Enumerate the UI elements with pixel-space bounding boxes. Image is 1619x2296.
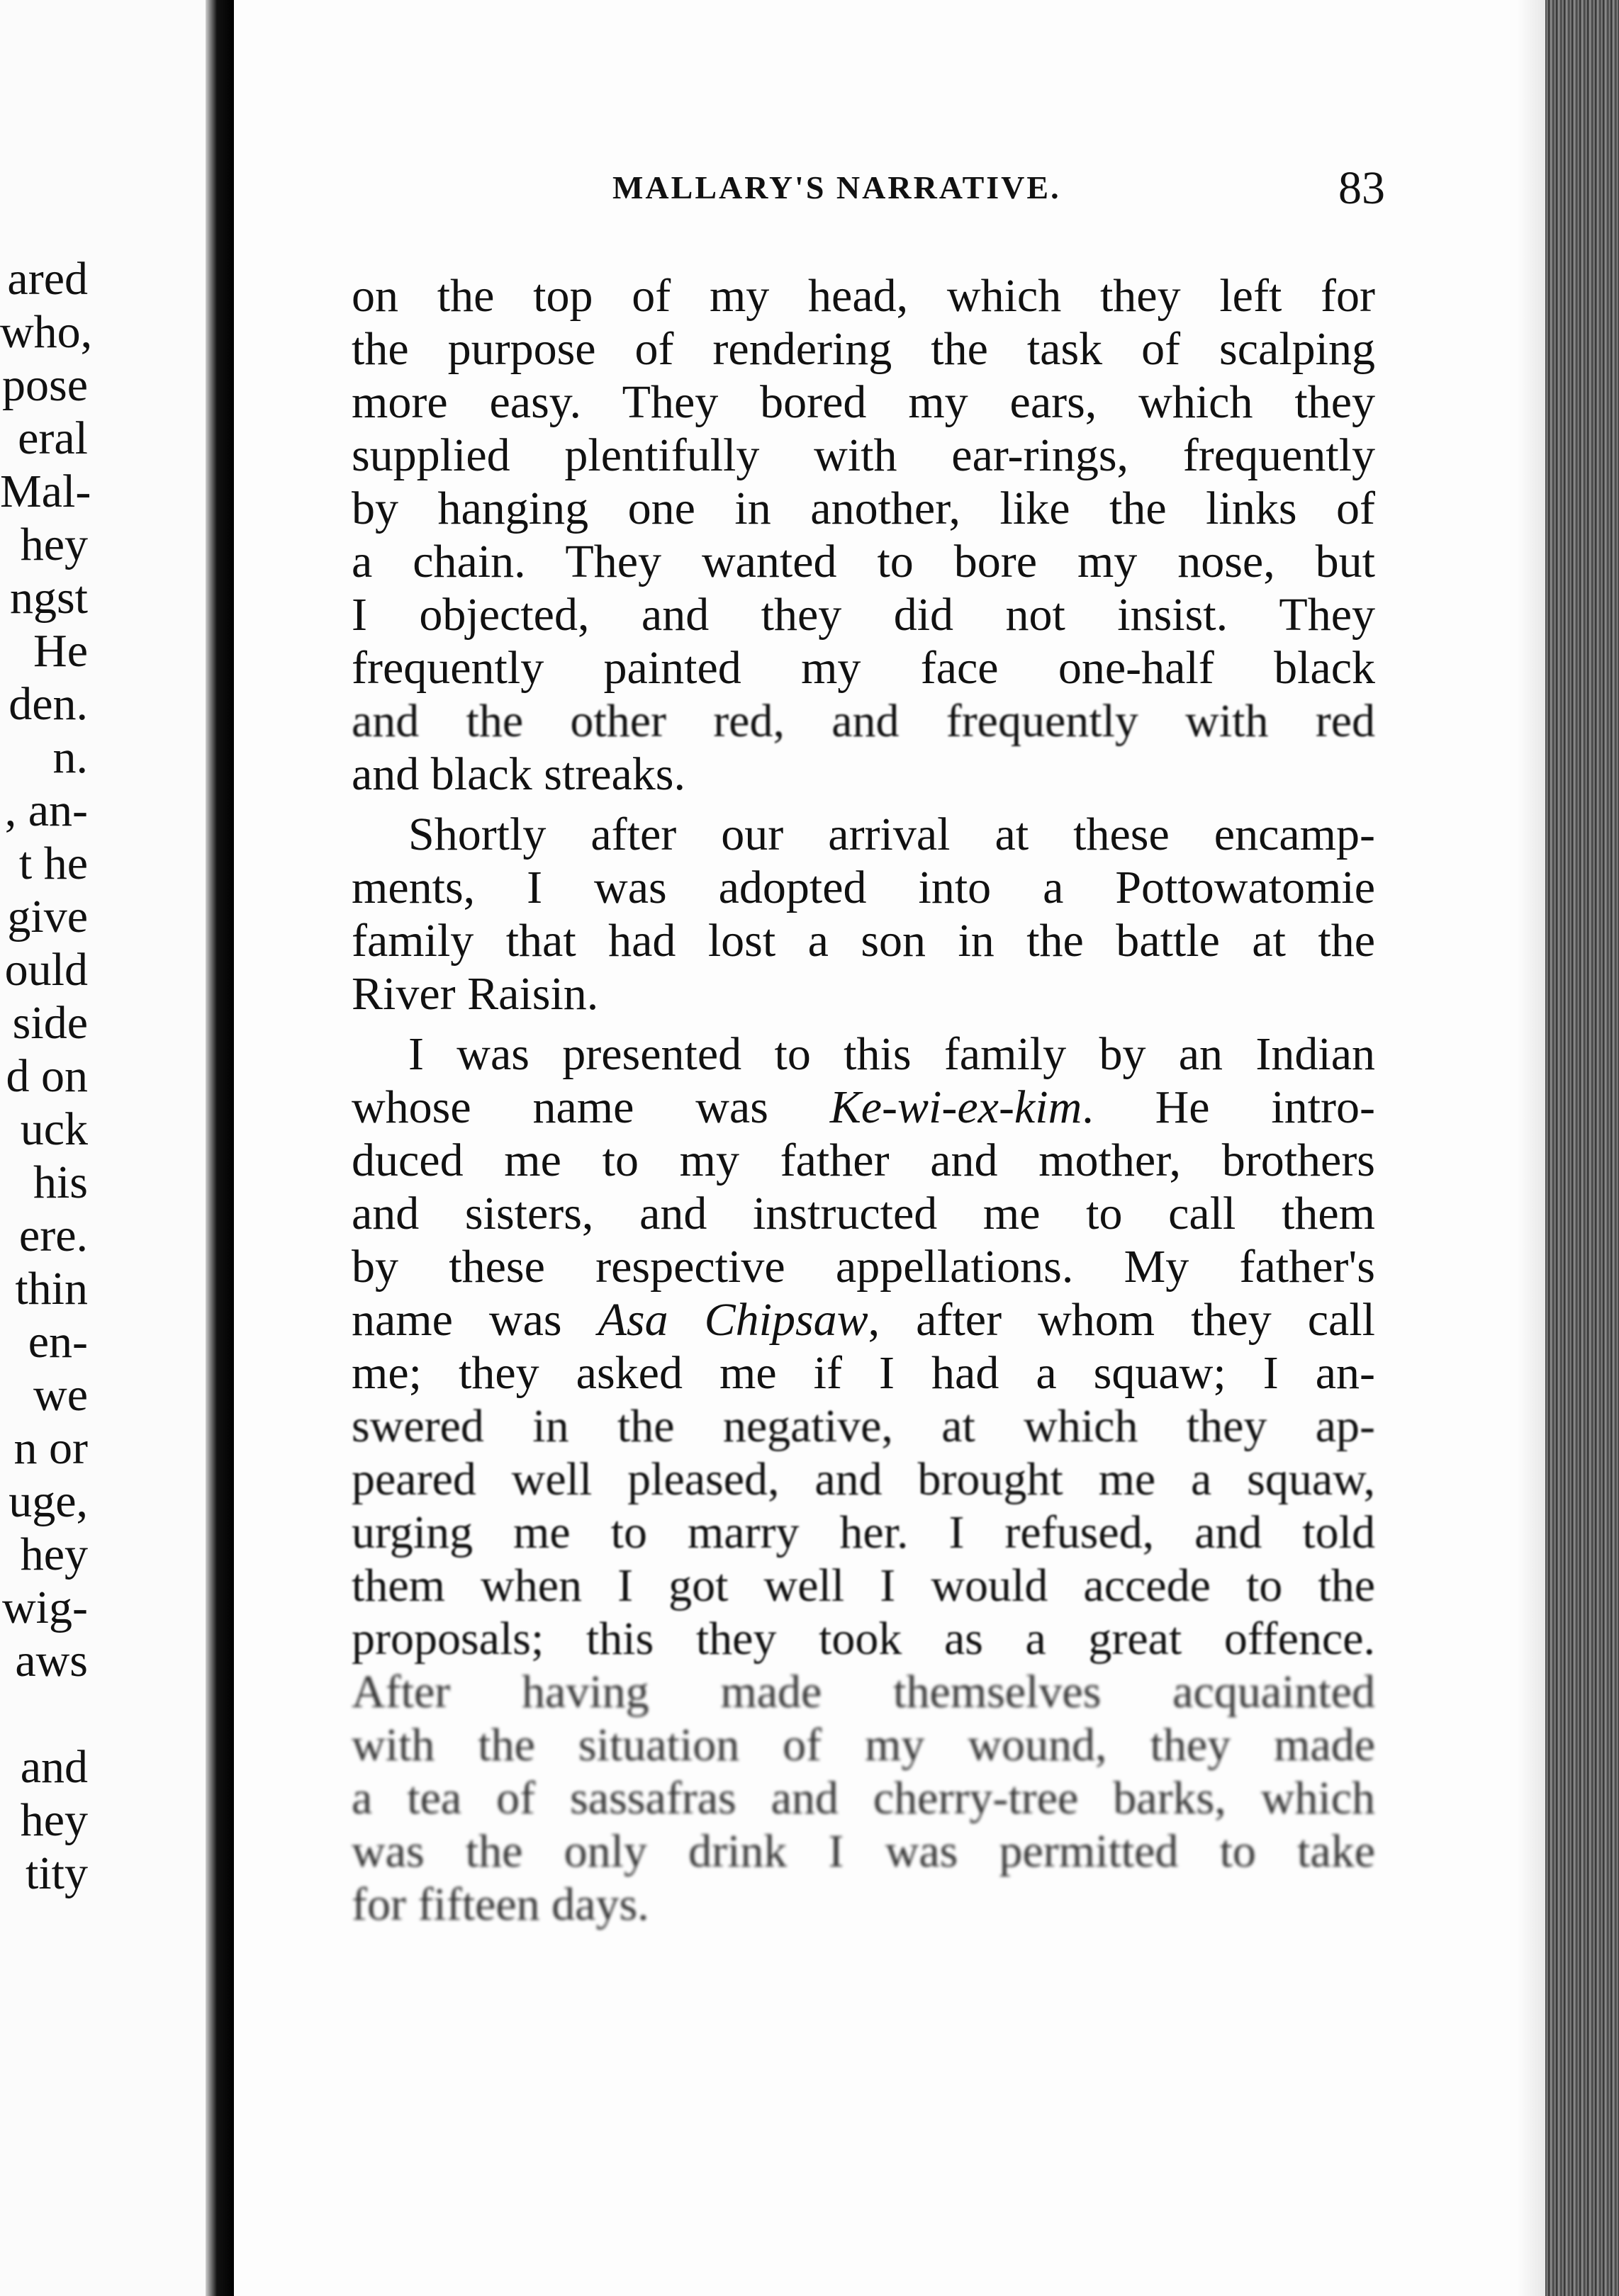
facing-line: eral	[18, 412, 88, 464]
text-line: with the situation of my wound, they made	[352, 1719, 1375, 1771]
text-line: more easy. They bored my ears, which they	[352, 376, 1375, 428]
paragraph	[352, 269, 1375, 801]
facing-line: pose	[2, 359, 88, 411]
text-segment: name was	[352, 1294, 562, 1346]
text-line: frequently painted my face one-half black	[352, 642, 1375, 694]
facing-line: his	[33, 1157, 88, 1208]
facing-line: uck	[20, 1103, 88, 1155]
text-segment: . He intro-	[1082, 1081, 1375, 1133]
text-line: family that had lost a son in the battle at the	[352, 915, 1375, 967]
running-head: MALLARY'S NARRATIVE.	[612, 169, 1061, 206]
text-segment: whose name was	[352, 1081, 768, 1133]
text-line-with-italic	[352, 1293, 1375, 1346]
facing-line: ere.	[18, 1210, 88, 1261]
facing-page-left	[0, 0, 217, 2296]
text-line: I was presented to this family by an Indian	[408, 1028, 1375, 1080]
facing-line: , an-	[4, 784, 88, 836]
text-line: proposals; this they took as a great offence.	[352, 1613, 1375, 1665]
facing-line: n or	[13, 1422, 88, 1474]
text-line: a chain. They wanted to bore my nose, but	[352, 536, 1375, 587]
facing-line: uge,	[9, 1475, 88, 1527]
text-line: duced me to my father and mother, brothers	[352, 1135, 1375, 1186]
text-line: a tea of sassafras and cherry-tree barks, which	[352, 1772, 1375, 1824]
text-line: supplied plentifully with ear-rings, frequently	[352, 429, 1375, 481]
facing-line: d on	[6, 1050, 88, 1102]
text-line: and black streaks.	[352, 748, 685, 800]
facing-line: Mal-	[0, 466, 91, 517]
facing-line: t he	[18, 838, 88, 889]
italic-name: Asa Chipsaw	[598, 1294, 868, 1346]
facing-line: we	[33, 1369, 88, 1421]
page-header	[612, 162, 1385, 225]
facing-page-text	[0, 252, 93, 1900]
facing-line: side	[12, 997, 88, 1049]
facing-line: hey	[20, 1794, 88, 1846]
text-line: I objected, and they did not insist. They	[352, 589, 1375, 641]
paragraph-gap	[352, 1020, 1375, 1028]
text-line: and sisters, and instructed me to call them	[352, 1188, 1375, 1239]
text-line: Shortly after our arrival at these encamp-	[408, 809, 1375, 860]
facing-line: tity	[25, 1847, 88, 1899]
facing-line: en-	[28, 1316, 88, 1368]
facing-line: hey	[20, 519, 88, 570]
paragraph	[352, 1028, 1375, 1931]
text-line: After having made themselves acquainted	[352, 1666, 1375, 1718]
facing-line: ared	[7, 253, 88, 305]
text-line: was the only drink I was permitted to take	[352, 1825, 1375, 1877]
facing-line: He	[33, 625, 88, 677]
text-line: by hanging one in another, like the links of	[352, 483, 1375, 534]
facing-line: n.	[52, 731, 88, 783]
italic-name: Ke-wi-ex-kim	[829, 1081, 1082, 1133]
paragraph	[352, 808, 1375, 1020]
text-line: by these respective appellations. My father's	[352, 1241, 1375, 1293]
facing-line: give	[7, 891, 88, 942]
text-line: on the top of my head, which they left for	[352, 270, 1375, 322]
facing-line: and	[20, 1741, 88, 1793]
page-body	[352, 269, 1375, 1931]
facing-line: wig-	[2, 1582, 88, 1633]
facing-line: den.	[9, 678, 88, 730]
text-line: for fifteen days.	[352, 1879, 649, 1930]
facing-line: ngst	[9, 572, 88, 624]
page-fore-edge	[1545, 0, 1619, 2296]
facing-line: who,	[0, 306, 93, 358]
text-line: urging me to marry her. I refused, and told	[352, 1507, 1375, 1558]
text-line: peared well pleased, and brought me a squaw,	[352, 1453, 1375, 1505]
text-line: swered in the negative, at which they ap-	[352, 1400, 1375, 1452]
facing-line: aws	[15, 1635, 88, 1687]
text-line-with-italic	[352, 1081, 1375, 1134]
paragraph-gap	[352, 801, 1375, 808]
book-gutter	[206, 0, 234, 2296]
text-segment: , after whom they call	[868, 1294, 1375, 1346]
text-line: ments, I was adopted into a Pottowatomie	[352, 862, 1375, 913]
facing-line: ould	[4, 944, 88, 996]
facing-line: thin	[15, 1263, 88, 1315]
text-line: the purpose of rendering the task of scalping	[352, 323, 1375, 375]
text-line: me; they asked me if I had a squaw; I an-	[352, 1347, 1375, 1399]
text-line: River Raisin.	[352, 968, 599, 1020]
page-number: 83	[1338, 162, 1385, 214]
text-line: them when I got well I would accede to the	[352, 1560, 1375, 1611]
facing-line	[0, 1687, 88, 1740]
text-line: and the other red, and frequently with red	[352, 695, 1375, 747]
facing-line: hey	[20, 1529, 88, 1580]
